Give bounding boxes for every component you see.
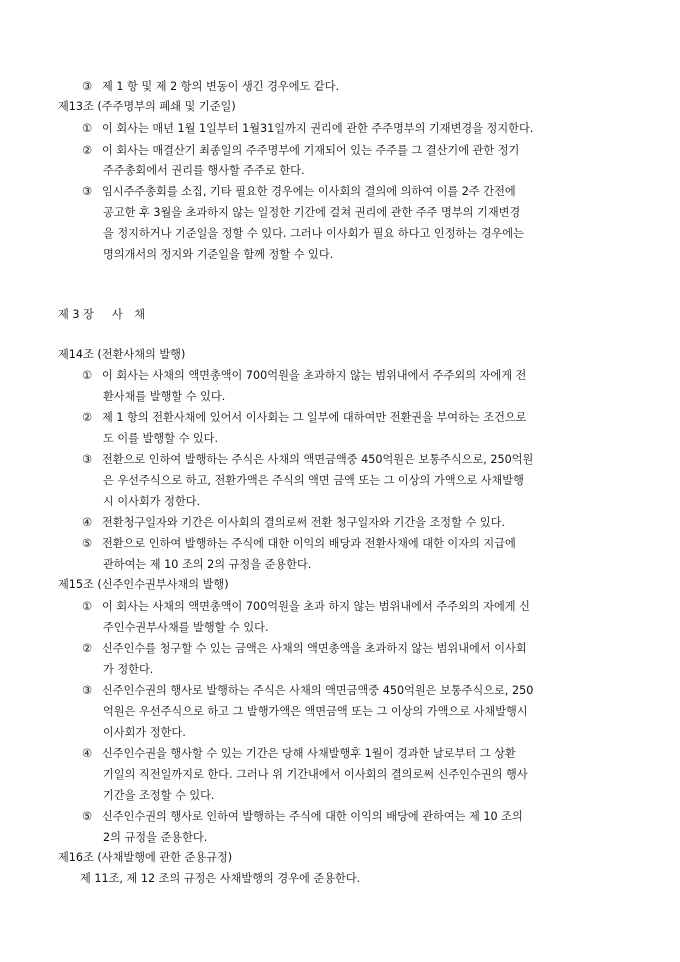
clause-item [82,451,533,469]
clause-number: ① [82,122,93,135]
clause-text: 이사회가 정한다. [103,726,186,739]
clause-text: 기간을 조정할 수 있다. [103,789,215,802]
clause-number: ③ [82,185,93,198]
clause-text: 제 1 항의 전환사채에 있어서 이사회는 그 일부에 대하여만 전환권을 부여하는 조건으로 [102,411,527,424]
clause-text: 제 1 항 및 제 2 항의 변동이 생긴 경우에도 같다. [102,80,340,93]
clause-item [82,598,530,616]
clause-text: 명의개서의 정지와 기준일을 함께 정할 수 있다. [103,248,334,261]
clause-text: 신주인수권을 행사할 수 있는 기간은 당해 사채발행후 1월이 경과한 날로부터 그 상환 [102,747,516,760]
article-15-heading: 제15조 (신주인수권부사채의 발행) [58,578,229,591]
clause-text: 도 이를 발행할 수 있다. [103,432,219,445]
clause-number: ④ [82,747,93,760]
clause-item [82,367,526,385]
clause-text: 주인수권부사채를 발행할 수 있다. [103,621,269,634]
clause-number: ③ [82,80,93,93]
clause-text: 이 회사는 매결산기 최종일의 주주명부에 기재되어 있는 주주를 그 결산기에 관한 정기 [102,144,520,157]
clause-text: 가 정한다. [103,663,154,676]
clause-text: 환사채를 발행할 수 있다. [103,390,226,403]
clause-item [82,409,527,427]
clause-text: 신주인수권의 행사로 인하여 발행하는 주식에 대한 이익의 배당에 관하여는 제 10 조의 [102,810,523,823]
clause-item [82,514,505,532]
clause-text: 전환으로 인하여 발행하는 주식은 사채의 액면금액중 450억원은 보통주식으로, 250억원 [102,453,534,466]
clause-item [82,78,339,96]
clause-text: 전환으로 인하여 발행하는 주식에 대한 이익의 배당과 전환사채에 대한 이자의 지급에 [102,537,516,550]
article-13-heading: 제13조 (주주명부의 폐쇄 및 기준일) [58,100,236,113]
clause-text: 이 회사는 사채의 액면총액이 700억원을 초과 하지 않는 범위내에서 주주외의 자에게 신 [102,600,530,613]
clause-number: ③ [82,453,93,466]
clause-number: ③ [82,684,93,697]
clause-number: ⑤ [82,537,93,550]
chapter-heading [58,306,149,324]
clause-number: ① [82,600,93,613]
clause-text: 신주인수를 청구할 수 있는 금액은 사채의 액면총액을 초과하지 않는 범위내에서 이사회 [102,642,527,655]
clause-text: 관하여는 제 10 조의 2의 규정을 준용한다. [103,558,312,571]
article-14-heading: 제14조 (전환사채의 발행) [58,348,186,361]
clause-number: ④ [82,516,93,529]
clause-item [82,682,533,700]
clause-text: 시 이사회가 정한다. [103,495,201,508]
clause-number: ② [82,642,93,655]
clause-text: 임시주주총회를 소집, 기타 필요한 경우에는 이사회의 결의에 의하여 이를 2주 간전에 [102,185,516,198]
clause-text: 기일의 직전일까지로 한다. 그러나 위 기간내에서 이사회의 결의로써 신주인수권의 행사 [103,768,528,781]
clause-number: ② [82,144,93,157]
clause-text: 을 정지하거나 기준일을 정할 수 있다. 그러나 이사회가 필요 하다고 인정하는 경우에는 [103,227,524,240]
clause-text: 전환청구일자와 기간은 이사회의 결의로써 전환 청구일자와 기간을 조정할 수 있다. [102,516,506,529]
clause-number: ① [82,369,93,382]
clause-text: 주주총회에서 권리를 행사할 주주로 한다. [103,164,305,177]
clause-text: 억원은 우선주식으로 하고 그 발행가액은 액면금액 또는 그 이상의 가액으로 사채발행시 [103,705,528,718]
clause-text: 이 회사는 매년 1월 1일부터 1월31일까지 권리에 관한 주주명부의 기재변경을 정지한다. [102,122,534,135]
clause-item [82,120,533,138]
clause-text: 신주인수권의 행사로 발행하는 주식은 사채의 액면금액중 450억원은 보통주식으로, 250 [102,684,534,697]
clause-item [82,808,523,826]
clause-number: ⑤ [82,810,93,823]
clause-text: 2의 규정을 준용한다. [103,831,208,844]
clause-item [82,142,519,160]
clause-item [82,640,527,658]
clause-text: 공고한 후 3월을 초과하지 않는 일정한 기간에 걸쳐 권리에 관한 주주 명부의 기재변경 [103,206,521,219]
clause-text: 이 회사는 사채의 액면총액이 700억원을 초과하지 않는 범위내에서 주주외의 자에게 전 [102,369,527,382]
article-16-body: 제 11조, 제 12 조의 규정은 사채발행의 경우에 준용한다. [80,872,361,885]
clause-item [82,745,516,763]
clause-text: 은 우선주식으로 하고, 전환가액은 주식의 액면 금액 또는 그 이상의 가액으로 사채발행 [103,474,524,487]
chapter-label: 제 3 장 [58,308,94,321]
clause-item [82,183,516,201]
clause-item [82,535,516,553]
chapter-title: 사 채 [111,308,150,321]
article-16-heading: 제16조 (사채발행에 관한 준용규정) [58,851,233,864]
clause-number: ② [82,411,93,424]
